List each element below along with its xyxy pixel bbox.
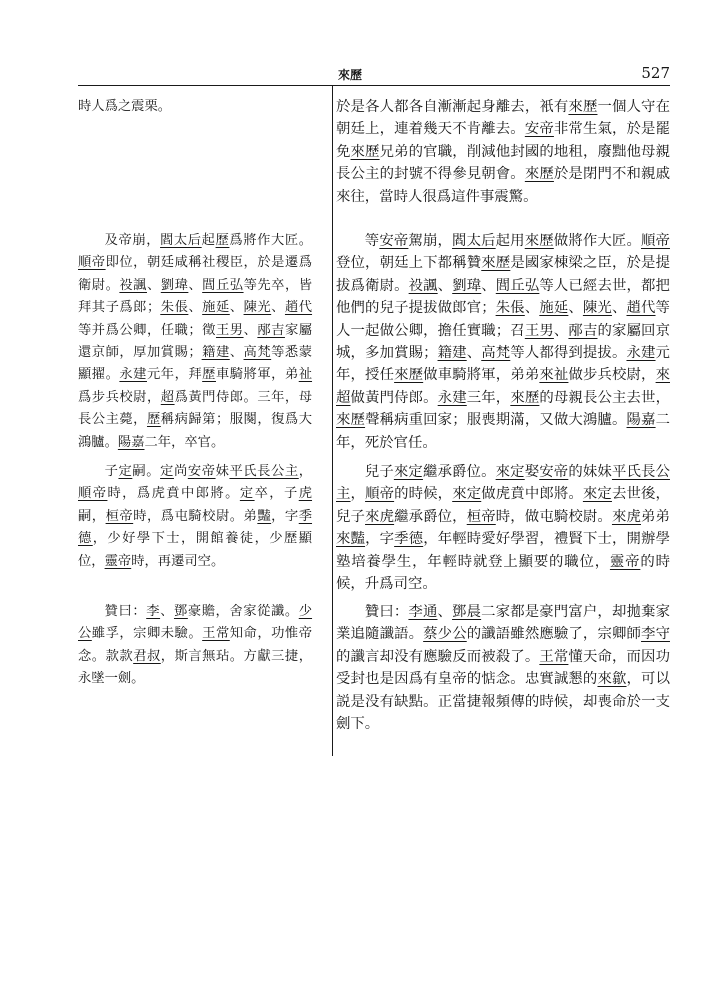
proper-name: 李 xyxy=(146,604,161,619)
proper-name: 來虎 xyxy=(365,508,395,525)
left-column-zan xyxy=(78,601,312,691)
proper-name: 閻太后 xyxy=(452,233,496,249)
proper-name: 王常 xyxy=(539,648,569,665)
translation-paragraph: 兒子來定繼承爵位。來定娶安帝的妹妹平氏長公主，順帝的時候，來定做虎賁中郎將。來定去世後，兒子來虎繼承爵位，桓帝時，做屯騎校尉。來虎弟弟來豔，字季德，年輕時愛好學習，禮賢下士，開辦學塾培養學生，年輕時就登上顯要的職位，靈帝的時候，升爲司空。 xyxy=(336,464,670,593)
left-column-para-3 xyxy=(78,461,312,573)
right-column-para-1 xyxy=(336,96,670,208)
column-divider xyxy=(332,86,333,756)
page-number: 527 xyxy=(641,64,670,82)
proper-name: 歷 xyxy=(146,412,161,428)
proper-name: 來歷 xyxy=(510,389,540,406)
proper-name: 邴吉 xyxy=(257,322,285,338)
right-column-para-3 xyxy=(336,461,670,595)
proper-name: 少公 xyxy=(78,604,313,642)
original-text-paragraph: 子定嗣。定尚安帝妹平氏長公主，順帝時，爲虎賁中郎將。定卒，子虎嗣，桓帝時，爲屯騎校尉。弟豔，字季德，少好學下士，開館養徒，少歷顯位，靈帝時，再遷司空。 xyxy=(78,464,313,569)
proper-name: 順帝 xyxy=(78,486,108,502)
proper-name: 虎 xyxy=(298,486,313,502)
proper-name: 陳光 xyxy=(582,300,612,317)
proper-name: 祉 xyxy=(298,367,313,383)
proper-name: 陽嘉 xyxy=(626,412,656,429)
proper-name: 蔡少公 xyxy=(423,626,467,643)
proper-name: 來豔 xyxy=(336,531,366,548)
proper-name: 安帝 xyxy=(539,464,569,480)
proper-name: 桓帝 xyxy=(466,508,496,525)
left-column-para-2 xyxy=(78,230,312,454)
proper-name: 定 xyxy=(239,486,255,502)
proper-name: 陳光 xyxy=(243,300,272,316)
proper-name: 永建 xyxy=(437,389,467,406)
proper-name: 籍建 xyxy=(201,345,230,361)
proper-name: 施延 xyxy=(202,300,230,316)
proper-name: 李守 xyxy=(641,626,670,643)
proper-name: 定 xyxy=(118,464,133,479)
proper-name: 靈帝 xyxy=(104,553,132,569)
proper-name: 定 xyxy=(160,464,174,479)
proper-name: 歷 xyxy=(215,233,230,248)
proper-name: 安帝 xyxy=(524,121,554,138)
proper-name: 來祉 xyxy=(539,367,569,384)
proper-name: 來定 xyxy=(495,464,525,480)
proper-name: 來定 xyxy=(452,486,482,503)
right-column-zan xyxy=(336,601,670,735)
proper-name: 來定 xyxy=(393,464,423,480)
proper-name: 鄧晨 xyxy=(452,604,482,620)
proper-name: 鄧 xyxy=(173,604,188,619)
proper-name: 閭丘弘 xyxy=(202,277,244,293)
proper-name: 王男 xyxy=(215,322,244,338)
proper-name: 桓帝 xyxy=(105,508,134,524)
proper-name: 來歷 xyxy=(481,255,511,272)
header-rule xyxy=(78,85,670,86)
proper-name: 朱倀 xyxy=(495,300,525,317)
original-text-paragraph: 及帝崩，閻太后起歷爲將作大匠。順帝即位，朝廷咸稱社稷臣，於是遷爲衛尉。祋諷、劉瑋、閭丘弘等先卒，皆拜其子爲郎；朱倀、施延、陳光、趙代等并爲公卿，任職；徵王男、邴吉家屬還京師，厚加賞賜；籍建、高梵等悉蒙顯擢。永建元年，拜歷車騎將軍，弟祉爲步兵校尉，超爲黃門侍郎。三年，母長公主薨，歷稱病歸第；服闋，復爲大鴻臚。陽嘉二年，卒官。 xyxy=(78,233,313,450)
right-column-para-2 xyxy=(336,230,670,454)
proper-name: 順帝 xyxy=(641,233,670,249)
proper-name: 來虎 xyxy=(611,508,641,525)
proper-name: 閻太后 xyxy=(160,233,202,248)
original-text-paragraph: 時人爲之震栗。 xyxy=(78,99,172,114)
proper-name: 閭丘弘 xyxy=(495,277,540,294)
proper-name: 來歙 xyxy=(597,671,627,688)
proper-name: 順帝 xyxy=(78,255,106,271)
translation-paragraph: 等安帝駕崩，閻太后起用來歷做將作大匠。順帝登位，朝廷上下都稱贊來歷是國家棟梁之臣，於是提拔爲衛尉。祋諷、劉瑋、閭丘弘等人已經去世，都把他們的兒子提拔做郎官；朱倀、施延、陳光、趙代等人一起做公卿，擔任實職；召王男、邴吉的家屬回京城，多加賞賜；籍建、高梵等人都得到提拔。永建元年，授任來歷做車騎將軍，弟弟來祉做步兵校尉，來超做黃門侍郎。永建三年，來歷的母親長公主去世，來歷聲稱病重回家；服喪期滿，又做大鴻臚。陽嘉二年，死於官任。 xyxy=(336,233,670,451)
proper-name: 平氏長公主 xyxy=(336,464,670,503)
proper-name: 陽嘉 xyxy=(117,434,145,450)
proper-name: 籍建 xyxy=(437,345,467,362)
proper-name: 祋諷 xyxy=(119,277,147,293)
proper-name: 平氏長公主 xyxy=(229,464,299,479)
proper-name: 安帝 xyxy=(187,464,216,479)
eulogy-paragraph: 贊曰：李、鄧豪贍，舍家從讖。少公雖孚，宗卿未驗。王常知命，功惟帝念。款款君叔，斯言無玷。方獻三捷，永墜一劍。 xyxy=(78,604,313,687)
proper-name: 來歷 xyxy=(524,233,554,249)
proper-name: 來超 xyxy=(336,367,670,406)
proper-name: 安帝 xyxy=(379,233,409,249)
left-column-para-1 xyxy=(78,96,312,118)
proper-name: 永建 xyxy=(626,345,656,362)
proper-name: 來定 xyxy=(582,486,612,503)
eulogy-translation-paragraph: 贊曰：李通、鄧晨二家都是豪門富户，却拋棄家業追隨讖語。蔡少公的讖語雖然應驗了，宗卿師李守的讖言却没有應驗反而被殺了。王常懂天命，而因功受封也是因爲有皇帝的惦念。忠實誠懇的來歙，可以説是没有缺點。正當捷報頻傳的時候，却喪命於一支劍下。 xyxy=(336,604,670,733)
proper-name: 趙代 xyxy=(626,300,656,317)
proper-name: 邴吉 xyxy=(568,322,598,339)
proper-name: 順帝 xyxy=(365,486,395,503)
proper-name: 歷 xyxy=(202,367,216,383)
proper-name: 來歷 xyxy=(524,166,554,183)
proper-name: 施延 xyxy=(539,300,569,317)
proper-name: 劉瑋 xyxy=(160,277,189,293)
translation-paragraph: 於是各人都各自漸漸起身離去，衹有來歷一個人守在朝廷上，連着幾天不肯離去。安帝非常生氣，於是罷免來歷兄弟的官職，削減他封國的地租，廢黜他母親長公主的封號不得參見朝會。來歷於是閉門不和親戚來往，當時人很爲這件事震驚。 xyxy=(336,99,670,205)
proper-name: 靈帝 xyxy=(609,553,641,570)
proper-name: 豔 xyxy=(257,508,272,524)
proper-name: 來歷 xyxy=(568,99,598,115)
proper-name: 來歷 xyxy=(394,367,424,384)
proper-name: 朱倀 xyxy=(160,300,189,316)
proper-name: 祋諷 xyxy=(408,277,438,294)
proper-name: 季德 xyxy=(78,508,313,547)
proper-name: 趙代 xyxy=(284,300,313,316)
running-header-title: 來歷 xyxy=(337,68,362,82)
proper-name: 王男 xyxy=(524,322,554,339)
proper-name: 高梵 xyxy=(243,345,272,361)
proper-name: 來歷 xyxy=(336,412,366,429)
proper-name: 君叔 xyxy=(133,648,161,664)
proper-name: 李通 xyxy=(408,604,438,620)
proper-name: 來歷 xyxy=(350,143,380,160)
proper-name: 王常 xyxy=(202,626,230,642)
proper-name: 永建 xyxy=(119,367,147,383)
proper-name: 劉瑋 xyxy=(452,277,482,294)
proper-name: 季德 xyxy=(394,531,424,548)
proper-name: 高梵 xyxy=(481,345,511,362)
proper-name: 超 xyxy=(160,389,175,405)
